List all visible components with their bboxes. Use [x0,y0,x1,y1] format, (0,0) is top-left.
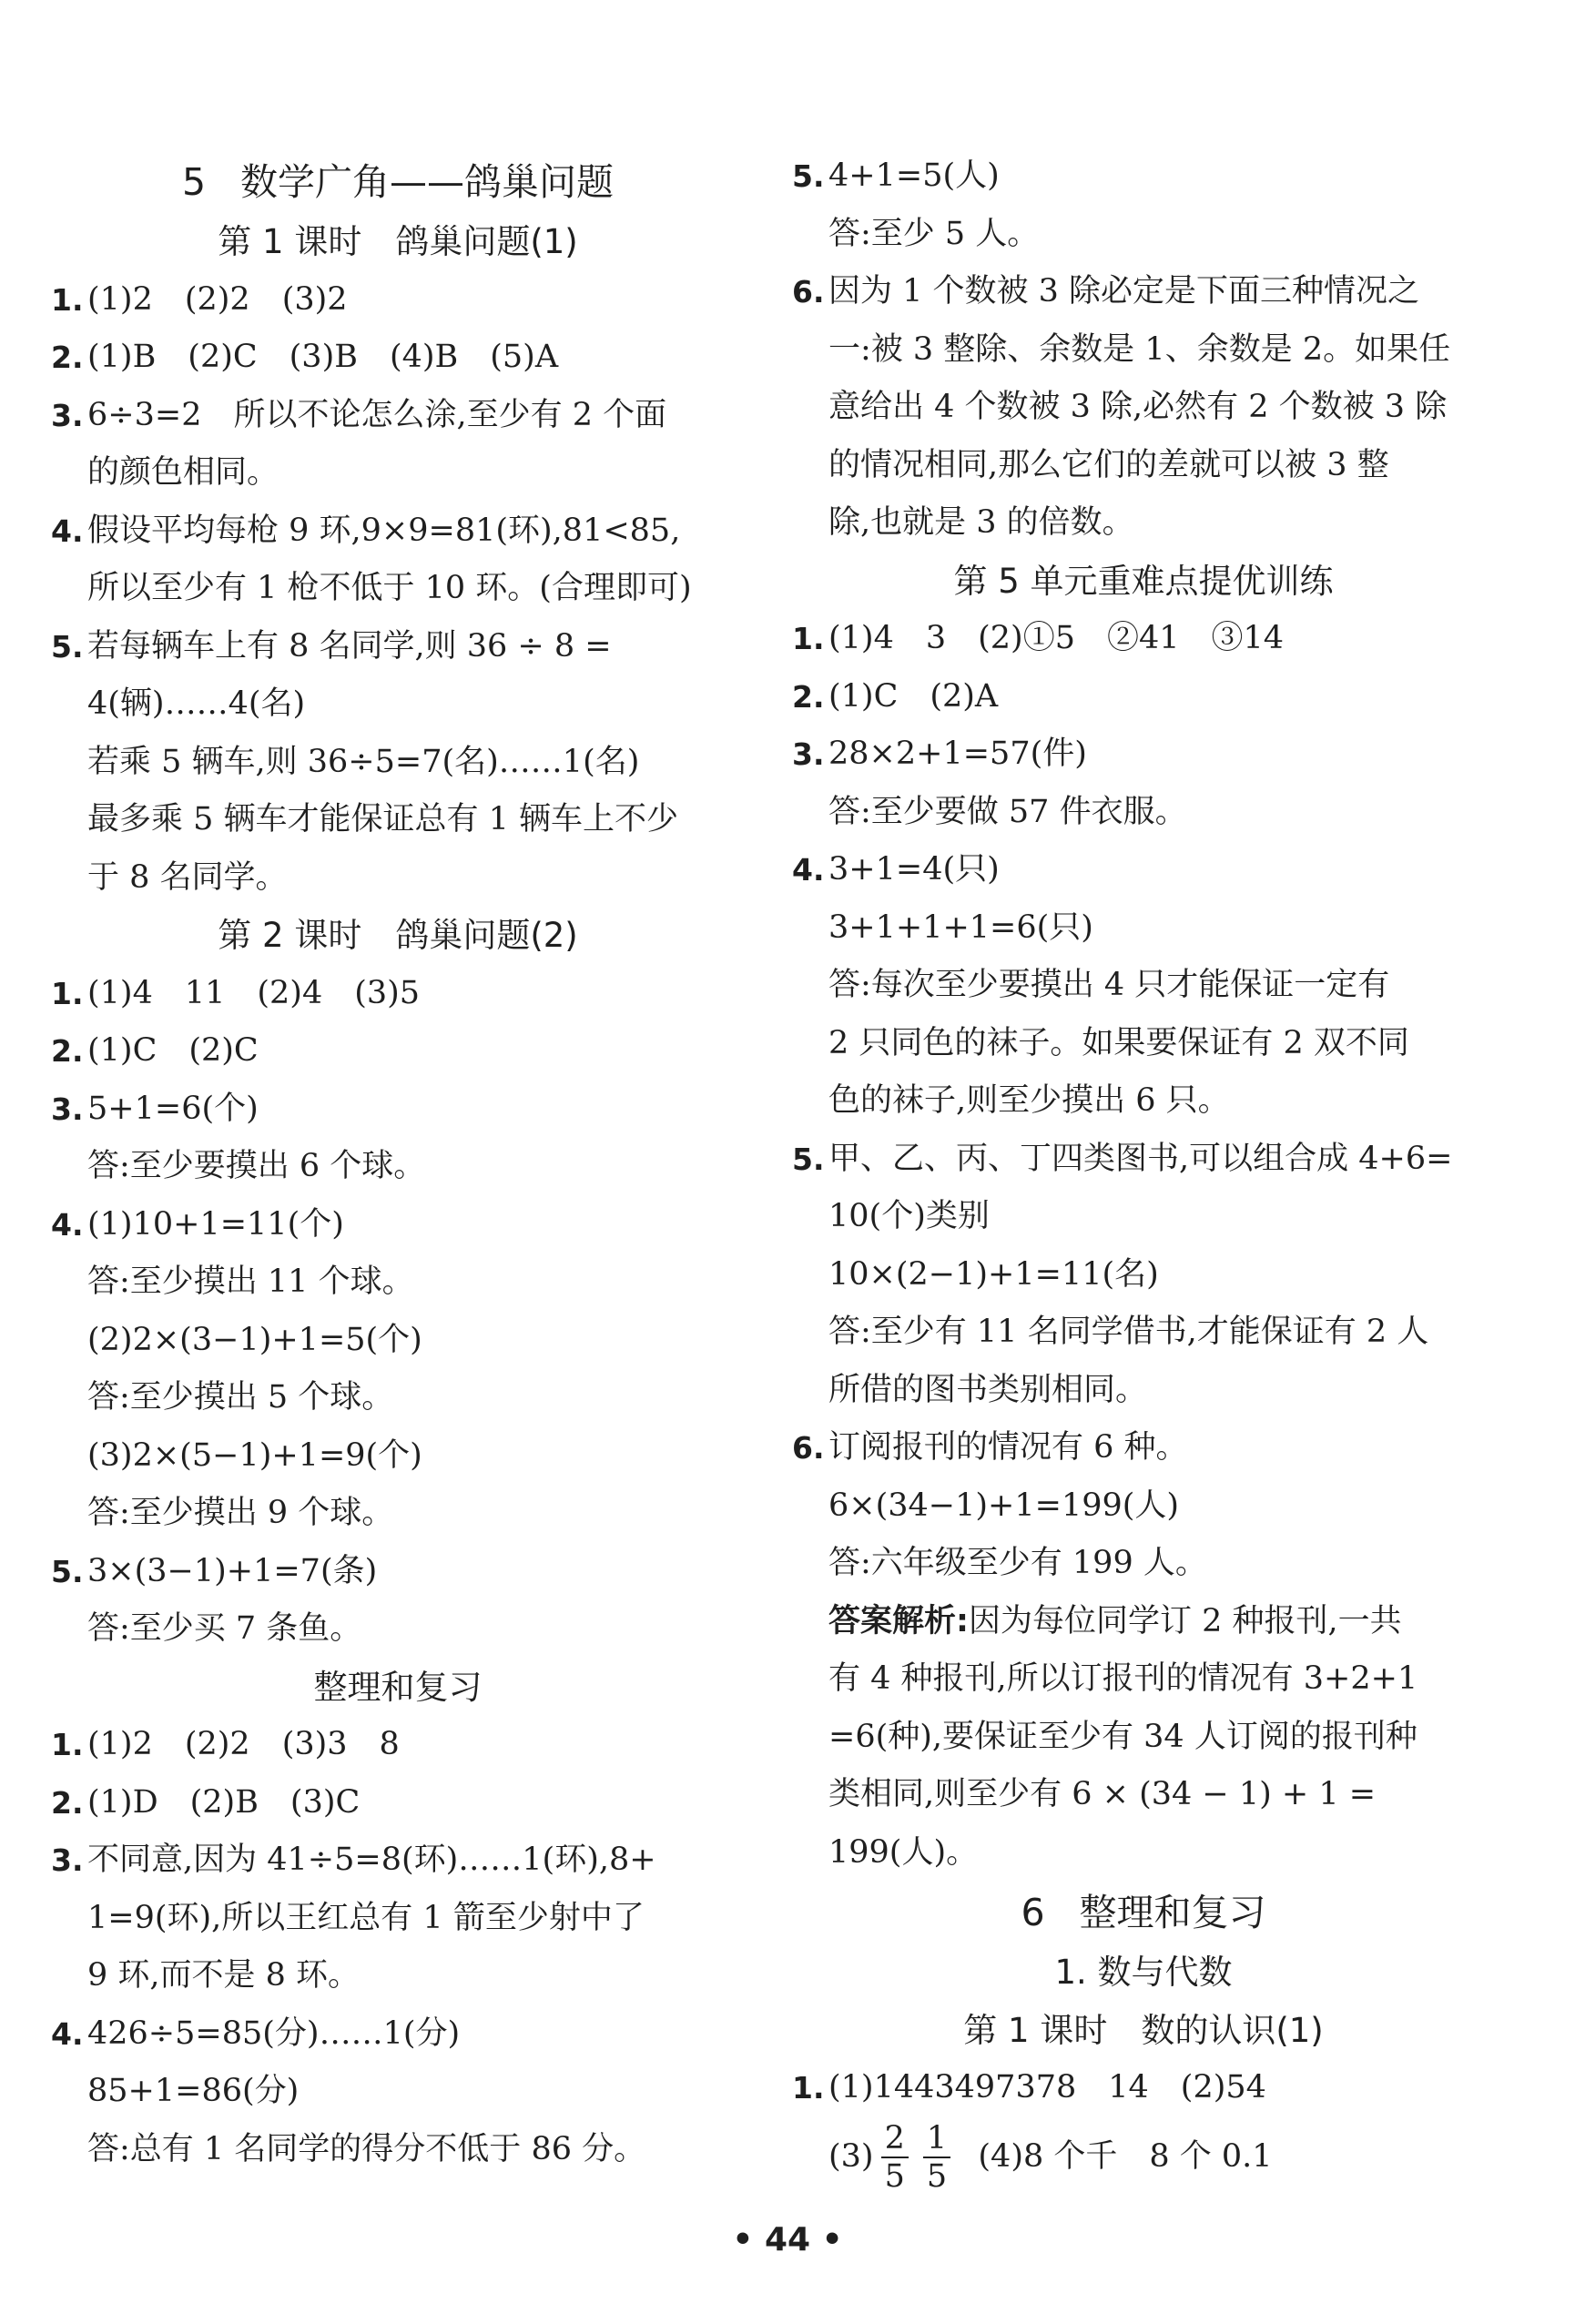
question-number: 2. [51,1784,84,1821]
answer-text: 426÷5=85(分)……1(分) [87,2014,461,2052]
chapter-title: 数学广角——鸽巢问题 [240,160,615,204]
question-number: 4. [792,852,825,888]
question-1-line-2 [788,2117,1499,2196]
answer-line [788,726,1499,784]
answer-text: (1)D (2)B (3)C [87,1783,361,1821]
answer-text: 4(辆)……4(名) [87,685,306,722]
answer-text: 答:至少买 7 条鱼。 [87,1610,362,1647]
answer-text: 的情况相同,那么它们的差就可以被 3 整 [828,446,1389,483]
answer-text: 5+1=6(个) [87,1090,259,1127]
answer-text: 色的袜子,则至少摸出 6 只。 [828,1082,1230,1119]
answer-line [47,1947,748,2005]
answer-line [47,1312,748,1370]
answer-text: 答:至少要做 57 件衣服。 [828,793,1187,830]
answer-line [788,1535,1499,1593]
question-number: 3. [51,1091,84,1127]
answer-text: (1)10+1=11(个) [87,1205,344,1243]
left-column [47,151,748,2178]
answer-line [788,1362,1499,1420]
review-heading: 整理和复习 [313,1667,483,1707]
chapter-6-heading [788,1882,1499,1943]
question-number: 3. [51,1842,84,1878]
answer-line [788,957,1499,1015]
answer-line [47,675,748,734]
answer-line [788,841,1499,899]
answer-line [47,1253,748,1312]
answer-text: 甲、乙、丙、丁四类图书,可以组合成 4+6= [828,1140,1453,1177]
answer-line [47,271,748,330]
answer-line [47,2005,748,2064]
answer-text: (1)2 (2)2 (3)2 [87,280,348,318]
answer-text: 答:至少有 11 名同学借书,才能保证有 2 人 [828,1314,1429,1350]
answer-line [788,1072,1499,1131]
answer-line [47,1600,748,1659]
question-number: 4. [51,2015,84,2052]
analysis-text-line: =6(种),要保证至少有 34 人订阅的报刊种 [828,1718,1418,1755]
answer-text: (3)2×(5−1)+1=9(个) [87,1436,422,1474]
numerator: 1 [923,2120,950,2158]
question-number: 2. [51,340,84,375]
answer-text: 除,也就是 3 的倍数。 [828,504,1134,541]
answer-text: 9 环,而不是 8 环。 [87,1957,361,1994]
lesson-2-heading: 第 2 课时 鸽巢问题(2) [218,916,578,955]
chapter-number: 5 [181,160,207,204]
answer-line [788,437,1499,495]
fraction-two-fifths [881,2120,909,2195]
answer-line [47,791,748,849]
answer-line [788,321,1499,380]
question-number: 6. [792,1430,825,1466]
answer-line [47,1716,748,1774]
answer-line [47,1369,748,1427]
answer-line [788,1188,1499,1246]
chapter-title: 整理和复习 [1079,1891,1266,1934]
answer-line [47,1138,748,1196]
answer-text: 答:至少 5 人。 [828,215,1040,252]
answer-line [47,1081,748,1139]
answer-line [47,1890,748,1948]
answer-line [47,1543,748,1601]
question-number: 1. [51,1727,84,1762]
answer-line [788,1477,1499,1536]
analysis-label: 答案解析: [828,1602,969,1639]
answer-text: 3+1=4(只) [828,851,1000,888]
answer-line [788,1419,1499,1477]
answer-line [788,899,1499,958]
lesson-heading: 第 1 课时 数的认识(1) [963,2010,1324,2050]
answer-text: 2 只同色的袜子。如果要保证有 2 双不同 [828,1024,1409,1061]
answer-text: 3+1+1+1=6(只) [828,908,1093,946]
answer-text: (2)2×(3−1)+1=5(个) [87,1321,422,1358]
answer-text: (1)4 3 (2)①5 ②41 ③14 [828,620,1285,656]
answer-text: 因为 1 个数被 3 除必定是下面三种情况之 [828,273,1420,310]
answer-text: 答:总有 1 名同学的得分不低于 86 分。 [87,2130,646,2167]
answer-text: 订阅报刊的情况有 6 种。 [828,1429,1188,1466]
answer-text: 最多乘 5 辆车才能保证总有 1 辆车上不少 [87,801,679,837]
answer-text: 答:至少摸出 5 个球。 [87,1379,394,1416]
fraction-one-fifth [923,2120,950,2195]
answer-text: 答:每次至少要摸出 4 只才能保证一定有 [828,967,1390,1003]
answer-line [47,1485,748,1543]
answer-text: 假设平均每枪 9 环,9×9=81(环),81<85, [87,512,681,549]
question-number: 3. [51,397,84,433]
question-number: 5. [51,1553,84,1589]
chapter-5-heading [47,151,748,213]
answer-line [47,502,748,561]
question-number: 4. [51,1206,84,1243]
analysis-text-line: 199(人)。 [828,1833,979,1871]
question-number: 2. [792,678,825,715]
answer-line [788,1246,1499,1304]
answer-suffix: (4)8 个千 8 个 0.1 [978,2137,1273,2175]
answer-text: 6×(34−1)+1=199(人) [828,1487,1180,1524]
analysis-text-line: 类相同,则至少有 6 × (34 − 1) + 1 = [828,1776,1377,1812]
question-number: 6. [792,274,825,310]
answer-text: 85+1=86(分) [87,2073,300,2109]
answer-text: (1)1443497378 14 (2)54 [828,2069,1266,2106]
unit-5-training-answers [788,610,1499,1593]
answer-text: 所借的图书类别相同。 [828,1371,1148,1408]
lesson-1-answers [47,271,748,908]
denominator: 5 [926,2158,948,2195]
answer-text: 不同意,因为 41÷5=8(环)……1(环),8+ [87,1842,656,1878]
answer-line [47,1427,748,1486]
answer-text: 的颜色相同。 [87,454,279,491]
chapter-number: 6 [1021,1891,1045,1934]
unit-5-training-heading: 第 5 单元重难点提优训练 [953,561,1334,601]
answer-text: 4+1=5(人) [828,157,1000,194]
lesson-2-answers [47,965,748,1659]
right-column [788,147,1499,2196]
answer-text: (1)B (2)C (3)B (4)B (5)A [87,339,559,375]
analysis-text: 因为每位同学订 2 种报刊,一共 [969,1602,1402,1639]
question-number: 2. [51,1033,84,1069]
answer-text: (1)C (2)C [87,1032,259,1069]
answer-text: 10(个)类别 [828,1198,990,1234]
answer-text: 1=9(环),所以王红总有 1 箭至少射中了 [87,1899,645,1936]
answer-line [788,147,1499,206]
answer-line [47,560,748,618]
answer-text: 所以至少有 1 枪不低于 10 环。(合理即可) [87,570,692,606]
answer-text: 于 8 名同学。 [87,858,288,896]
answer-text: 若乘 5 辆车,则 36÷5=7(名)……1(名) [87,743,640,780]
answer-line [47,329,748,387]
answer-line [47,618,748,676]
question-number: 1. [51,281,84,318]
answer-line [47,387,748,445]
answer-line [47,444,748,502]
question-number: 1. [792,621,825,656]
question-number: 5. [792,158,825,194]
review-answers [47,1716,748,2178]
answer-text: (1)C (2)A [828,677,999,715]
answer-line [788,610,1499,668]
answer-text: 6÷3=2 所以不论怎么涂,至少有 2 个面 [87,396,667,433]
review-answers-continued [788,147,1499,553]
answer-text: 答:六年级至少有 199 人。 [828,1545,1207,1581]
analysis-text-line: 有 4 种报刊,所以订报刊的情况有 3+2+1 [828,1660,1418,1697]
answer-line [47,1022,748,1081]
answer-line [788,1304,1499,1362]
question-1-line-1 [788,2059,1499,2117]
answer-text: (1)2 (2)2 (3)3 8 [87,1726,400,1762]
answer-prefix: (3) [828,2137,874,2175]
answer-text: 答:至少要摸出 6 个球。 [87,1148,426,1184]
lesson-1-heading: 第 1 课时 鸽巢问题(1) [218,222,578,261]
answer-text: 10×(2−1)+1=11(名) [828,1255,1159,1293]
answer-text: 答:至少摸出 9 个球。 [87,1495,394,1531]
answer-line [47,1774,748,1832]
answer-line [47,734,748,792]
answer-text: 若每辆车上有 8 名同学,则 36 ÷ 8 = [87,627,612,665]
answer-line [788,1131,1499,1189]
answer-line [788,263,1499,321]
denominator: 5 [884,2158,905,2195]
analysis-continued [788,1650,1499,1882]
answer-line [47,1832,748,1890]
answer-line [788,494,1499,553]
question-number: 5. [792,1141,825,1177]
answer-line [47,2121,748,2179]
answer-line [788,784,1499,842]
answer-line [788,1015,1499,1073]
answer-line [47,2063,748,2121]
page-number: • 44 • [732,2221,843,2258]
answer-line [788,206,1499,264]
answer-line [788,668,1499,726]
analysis-line [788,1593,1499,1651]
question-number: 1. [51,975,84,1011]
question-number: 4. [51,512,84,549]
question-number: 3. [792,736,825,772]
answer-text: (1)4 11 (2)4 (3)5 [87,974,421,1011]
question-number: 5. [51,628,84,665]
answer-text: 答:至少摸出 11 个球。 [87,1263,414,1300]
answer-line [47,1196,748,1254]
answer-line [788,379,1499,437]
answer-text: 意给出 4 个数被 3 除,必然有 2 个数被 3 除 [828,389,1448,425]
answer-text: 28×2+1=57(件) [828,736,1087,772]
section-heading: 1. 数与代数 [1054,1953,1233,1992]
numerator: 2 [881,2120,909,2158]
answer-line [47,849,748,908]
answer-text: 3×(3−1)+1=7(条) [87,1552,378,1589]
answer-line [47,965,748,1023]
answer-text: 一:被 3 整除、余数是 1、余数是 2。如果任 [828,330,1451,368]
question-number: 1. [792,2070,825,2106]
